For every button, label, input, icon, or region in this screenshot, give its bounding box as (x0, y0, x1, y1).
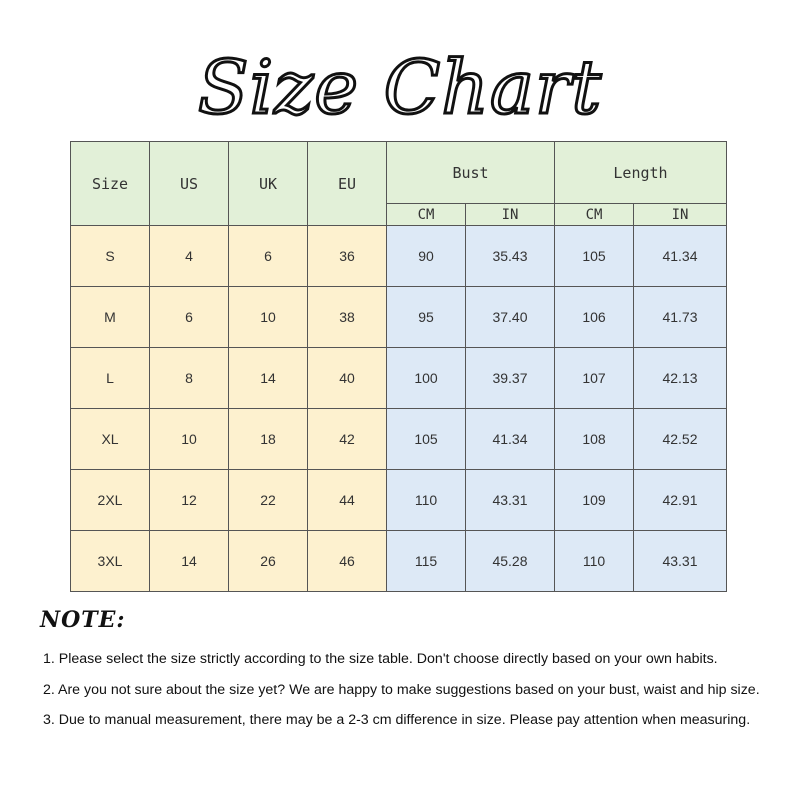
table-row (71, 531, 727, 592)
cell-bust-in: 35.43 (466, 226, 555, 287)
cell-size: M (71, 287, 150, 348)
cell-length-cm: 105 (555, 226, 634, 287)
note-title: NOTE: (40, 607, 126, 633)
cell-bust-cm: 115 (387, 531, 466, 592)
cell-eu: 38 (308, 287, 387, 348)
cell-uk: 26 (229, 531, 308, 592)
cell-length-cm: 107 (555, 348, 634, 409)
cell-eu: 46 (308, 531, 387, 592)
header-length: Length (555, 142, 727, 204)
cell-bust-in: 37.40 (466, 287, 555, 348)
cell-us: 12 (150, 470, 229, 531)
cell-length-cm: 106 (555, 287, 634, 348)
cell-eu: 36 (308, 226, 387, 287)
cell-us: 10 (150, 409, 229, 470)
header-eu: EU (308, 142, 387, 226)
cell-bust-in: 41.34 (466, 409, 555, 470)
cell-size: 3XL (71, 531, 150, 592)
cell-length-cm: 110 (555, 531, 634, 592)
cell-bust-cm: 95 (387, 287, 466, 348)
cell-length-in: 41.34 (634, 226, 727, 287)
cell-bust-in: 45.28 (466, 531, 555, 592)
cell-us: 14 (150, 531, 229, 592)
subheader-length-in: IN (634, 204, 727, 226)
cell-uk: 10 (229, 287, 308, 348)
cell-size: L (71, 348, 150, 409)
cell-eu: 40 (308, 348, 387, 409)
note-line-2: 2. Are you not sure about the size yet? We are happy to make suggestions based on your bust, waist and hip size. (43, 682, 760, 698)
cell-us: 4 (150, 226, 229, 287)
cell-bust-in: 43.31 (466, 470, 555, 531)
note-line-1: 1. Please select the size strictly according to the size table. Don't choose directly based on your own habits. (43, 651, 718, 667)
note-line-3: 3. Due to manual measurement, there may be a 2-3 cm difference in size. Please pay attention when measuring. (43, 712, 751, 728)
cell-bust-cm: 90 (387, 226, 466, 287)
cell-length-in: 42.91 (634, 470, 727, 531)
cell-length-cm: 109 (555, 470, 634, 531)
cell-length-in: 41.73 (634, 287, 727, 348)
subheader-bust-in: IN (466, 204, 555, 226)
table-row (71, 348, 727, 409)
cell-length-in: 42.13 (634, 348, 727, 409)
cell-length-in: 42.52 (634, 409, 727, 470)
cell-uk: 22 (229, 470, 308, 531)
size-chart-table (70, 141, 727, 592)
cell-bust-cm: 100 (387, 348, 466, 409)
table-row (71, 226, 727, 287)
cell-length-cm: 108 (555, 409, 634, 470)
table-row (71, 470, 727, 531)
table-row (71, 287, 727, 348)
cell-size: S (71, 226, 150, 287)
cell-eu: 42 (308, 409, 387, 470)
header-uk: UK (229, 142, 308, 226)
cell-us: 6 (150, 287, 229, 348)
table-row (71, 409, 727, 470)
cell-eu: 44 (308, 470, 387, 531)
header-bust: Bust (387, 142, 555, 204)
cell-size: 2XL (71, 470, 150, 531)
cell-uk: 6 (229, 226, 308, 287)
header-size: Size (71, 142, 150, 226)
cell-length-in: 43.31 (634, 531, 727, 592)
subheader-length-cm: CM (555, 204, 634, 226)
cell-bust-cm: 110 (387, 470, 466, 531)
cell-uk: 14 (229, 348, 308, 409)
cell-bust-cm: 105 (387, 409, 466, 470)
subheader-bust-cm: CM (387, 204, 466, 226)
cell-uk: 18 (229, 409, 308, 470)
cell-us: 8 (150, 348, 229, 409)
cell-bust-in: 39.37 (466, 348, 555, 409)
cell-size: XL (71, 409, 150, 470)
header-us: US (150, 142, 229, 226)
page-title: Size Chart (197, 45, 603, 131)
